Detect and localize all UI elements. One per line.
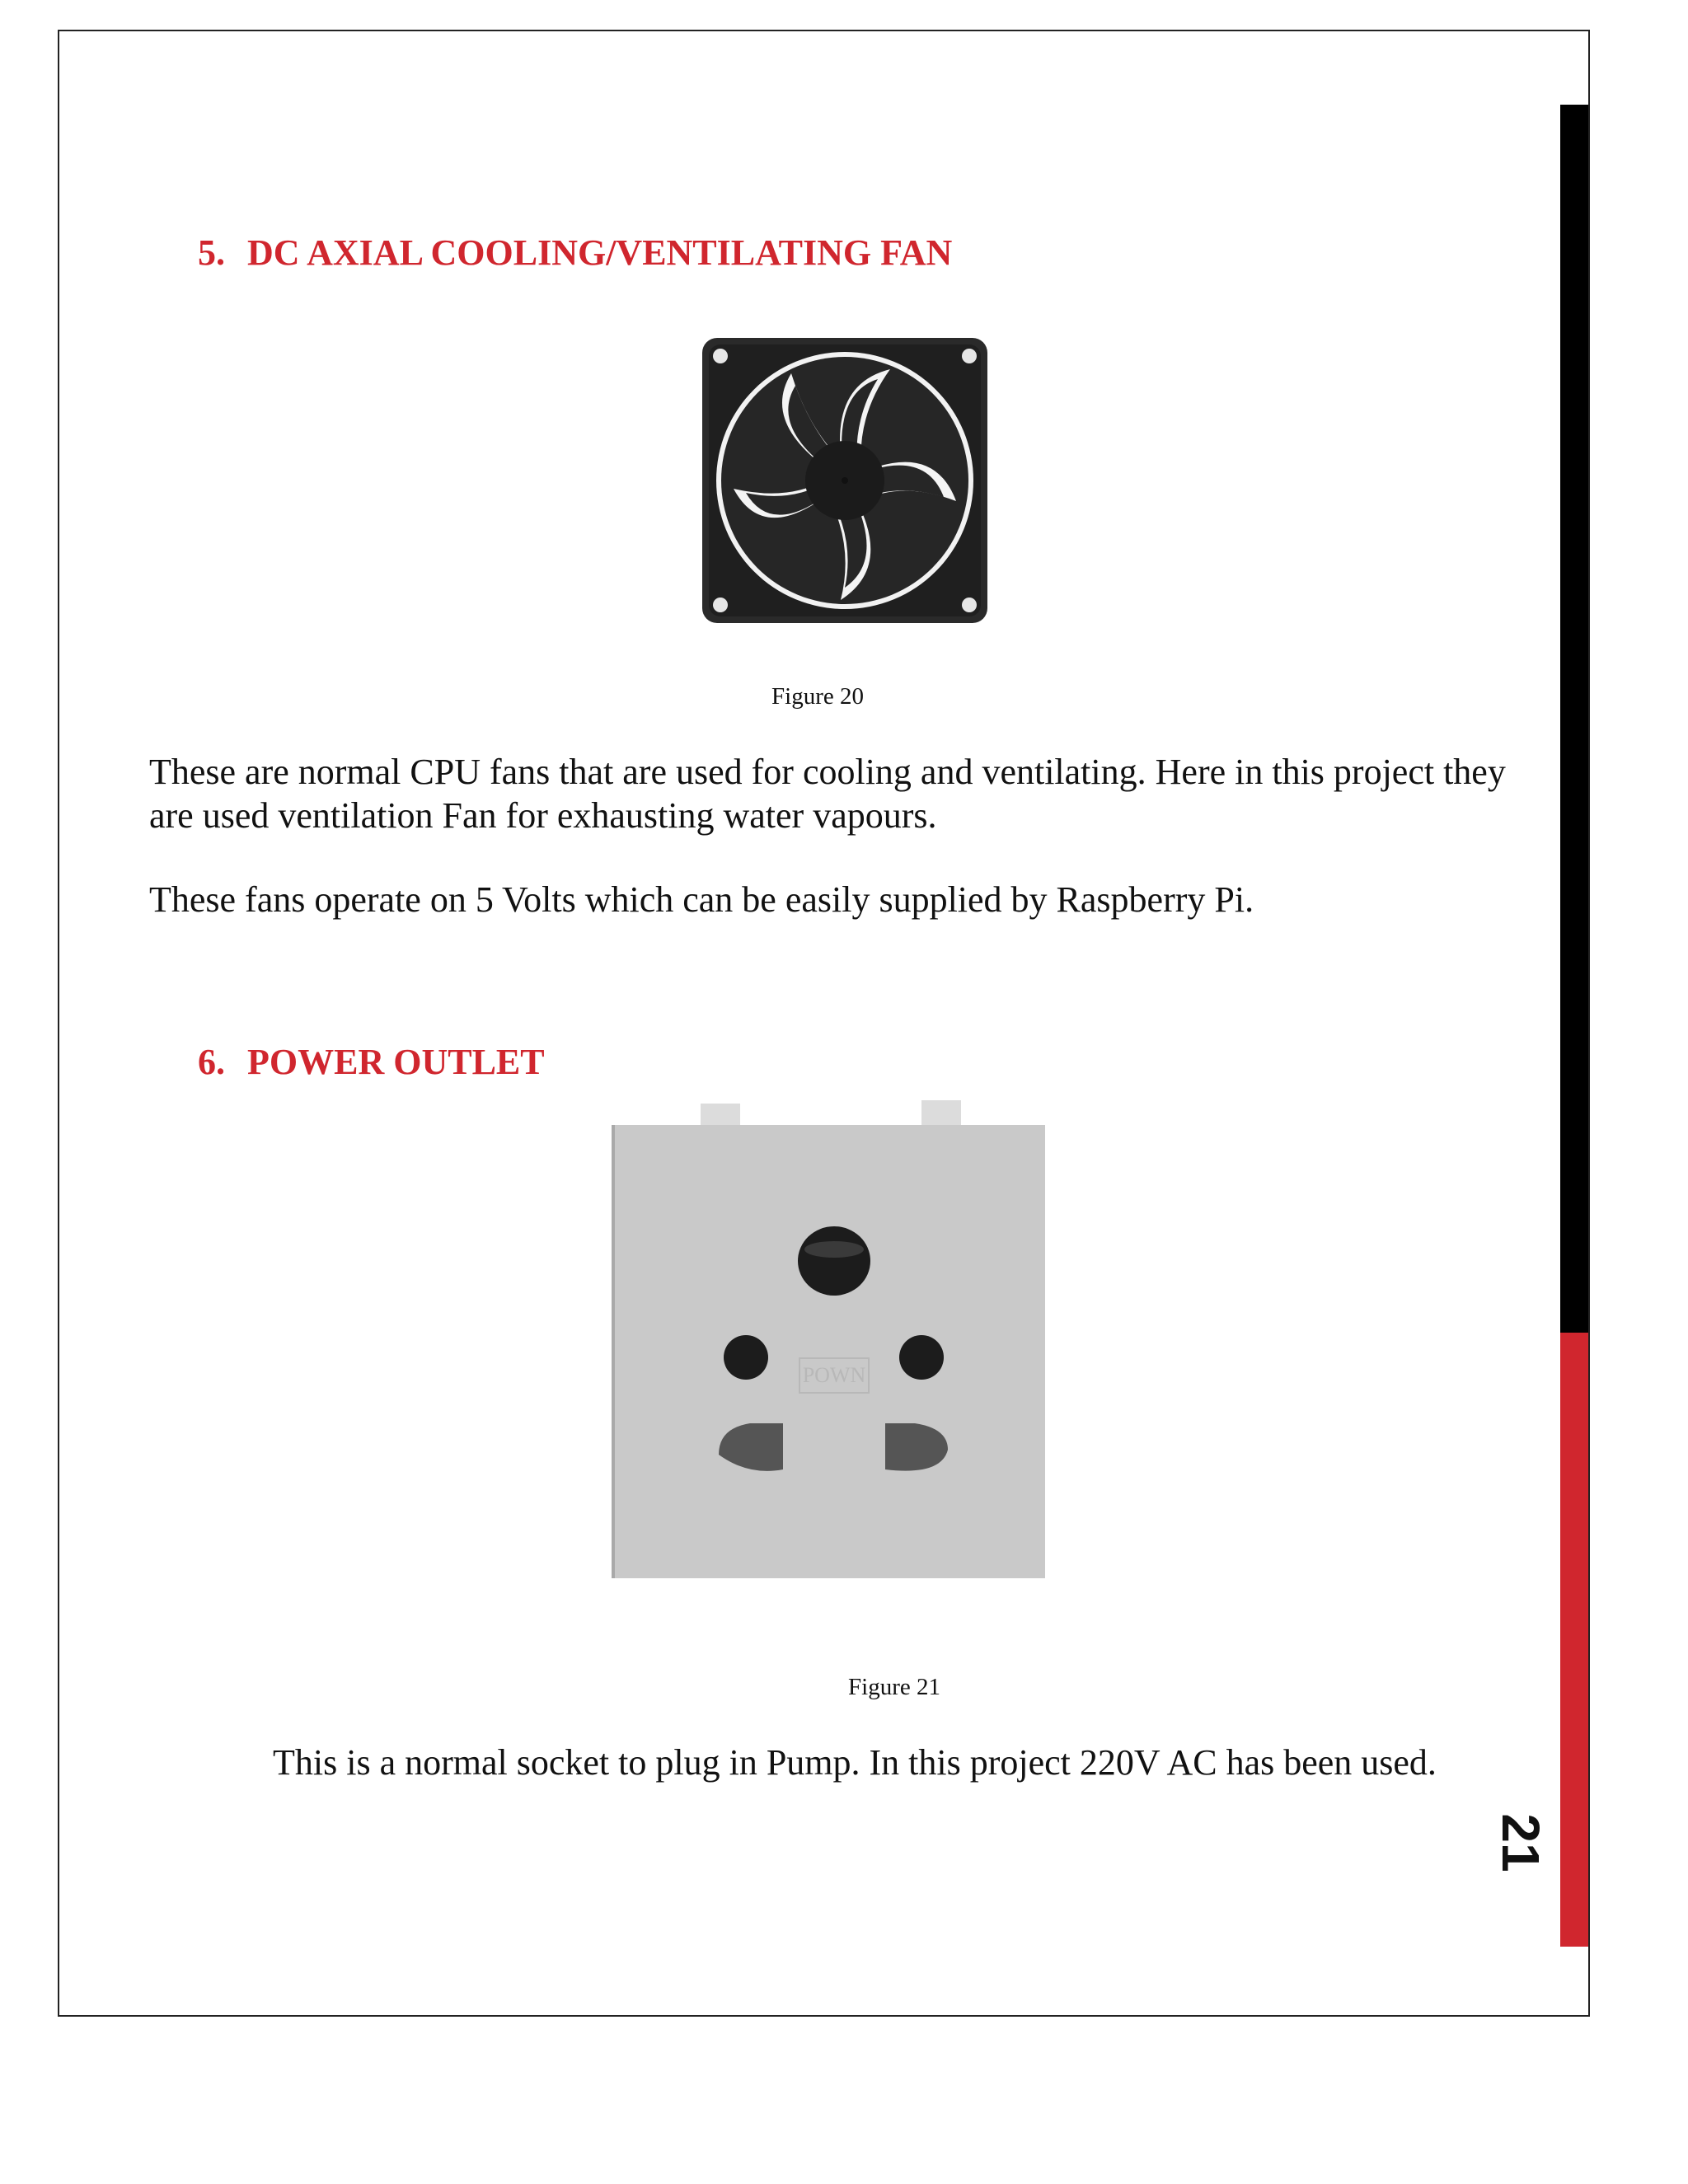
section-heading-fan	[198, 231, 952, 275]
figure-caption-20: Figure 20	[771, 683, 864, 710]
section-number: 6.	[198, 1042, 225, 1082]
section-number: 5.	[198, 232, 225, 273]
page-frame	[58, 30, 1590, 2017]
socket-brand-text: POWN	[802, 1363, 866, 1387]
outlet-paragraph-1: This is a normal socket to plug in Pump. In this project 220V AC has been used.	[273, 1742, 1437, 1783]
section-heading-outlet	[198, 1040, 545, 1085]
cpu-fan-image	[701, 336, 989, 625]
side-bar-red	[1560, 1333, 1588, 1947]
page-number: 21	[1491, 1813, 1550, 1872]
fan-paragraph-1: These are normal CPU fans that are used for cooling and ventilating. Here in this project they are used ventilation Fan for exhausting water vapours.	[149, 752, 1506, 836]
figure-caption-21: Figure 21	[848, 1674, 940, 1700]
fan-paragraph-2: These fans operate on 5 Volts which can be easily supplied by Raspberry Pi.	[149, 879, 1254, 920]
section-title: POWER OUTLET	[247, 1042, 545, 1082]
side-bar-black	[1560, 105, 1588, 1333]
power-socket-image	[610, 1099, 1048, 1580]
section-title: DC AXIAL COOLING/VENTILATING FAN	[247, 232, 953, 273]
